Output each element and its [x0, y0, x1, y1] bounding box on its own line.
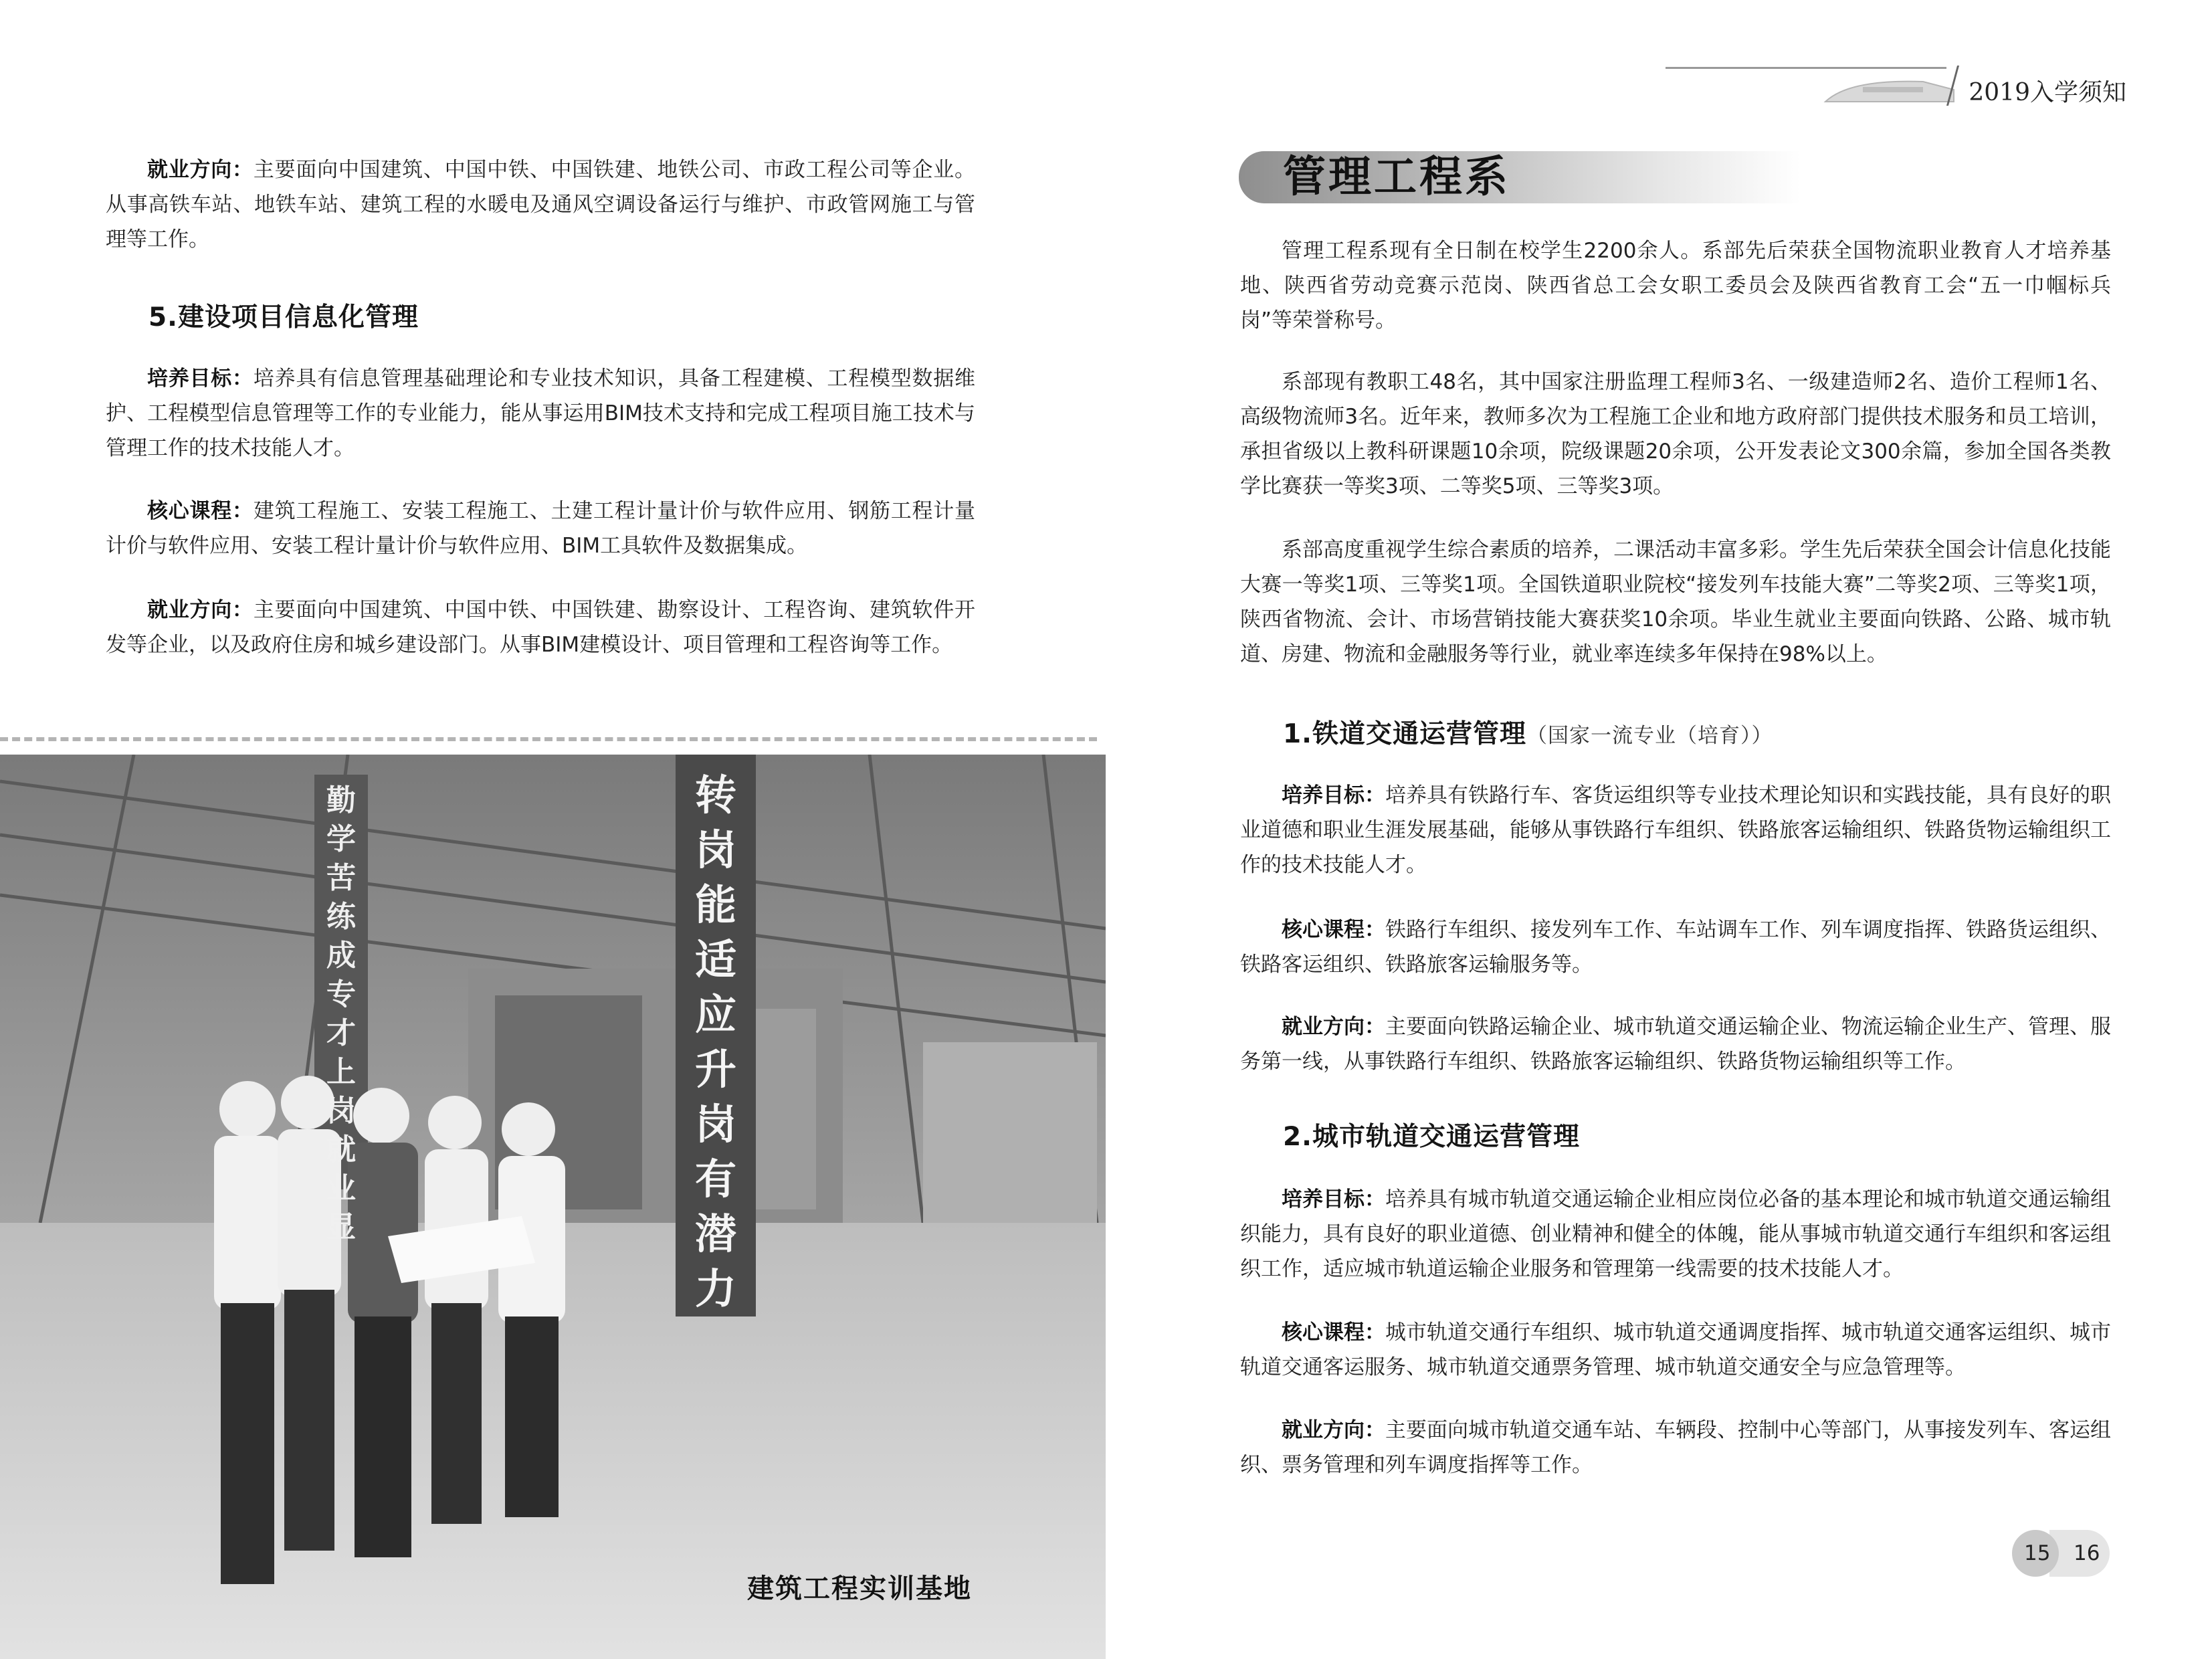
left-employment-paragraph-2: [106, 593, 975, 662]
railway-goal-paragraph: [1240, 778, 2111, 882]
para-lead: 就业方向：: [147, 158, 254, 182]
para-text: 主要面向中国建筑、中国中铁、中国铁建、地铁公司、市政工程公司等企业。从事高铁车站、地铁车站、建筑工程的水暖电及通风空调设备运行与维护、市政管网施工与管理等工作。: [106, 158, 976, 252]
major-heading-urban-rail: 2.城市轨道交通运营管理: [1283, 1122, 1580, 1152]
banner-left-text: 勤学苦练成专才 上岗就业显: [326, 783, 356, 1244]
para-text: 培养具有城市轨道交通运输企业相应岗位必备的基本理论和城市轨道交通运输组织能力，具有良好的职业道德、创业精神和健全的体魄，能从事城市轨道交通行车组织和客运组织工作，适应城市轨道运输企业服务和管理第一线需要的技术技能人才。: [1240, 1187, 2111, 1281]
banner-center-text: 转岗能适应 升岗有潜力: [694, 771, 736, 1313]
header-rule: [1666, 67, 1946, 69]
page-number-badge: [2012, 1530, 2110, 1577]
heading-note: （国家一流专业（培育））: [1526, 724, 1773, 748]
intro-paragraph-3: 系部高度重视学生综合素质的培养，二课活动丰富多彩。学生先后荣获全国会计信息化技能大赛一等奖1项、三等奖1项。全国铁道职业院校“接发列车技能大赛”二等奖2项、三等奖1项，陕西省物流、会计、市场营销技能大赛获奖10余项。毕业生就业主要面向铁路、公路、城市轨道、房建、物流和金融服务等行业，就业率连续多年保持在98%以上。: [1240, 538, 2111, 666]
para-text: 建筑工程施工、安装工程施工、土建工程计量计价与软件应用、钢筋工程计量计价与软件应用、安装工程计量计价与软件应用、BIM工具软件及数据集成。: [106, 499, 976, 558]
para-text: 培养具有铁路行车、客货运组织等专业技术理论知识和实践技能，具有良好的职业道德和职业生涯发展基础，能够从事铁路行车组织、铁路旅客运输组织、铁路货物运输组织工作的技术技能人才。: [1240, 783, 2111, 877]
para-text: 培养具有信息管理基础理论和专业技术知识，具备工程建模、工程模型数据维护、工程模型信息管理等工作的专业能力，能从事运用BIM技术支持和完成工程项目施工技术与管理工作的技术技能人才。: [106, 367, 976, 460]
para-lead: 核心课程：: [1282, 1321, 1385, 1345]
railway-courses-paragraph: [1240, 912, 2111, 982]
railway-employment-paragraph: [1240, 1009, 2111, 1079]
urban-employment-paragraph: [1240, 1413, 2111, 1482]
para-text: 主要面向城市轨道交通车站、车辆段、控制中心等部门，从事接发列车、客运组织、票务管理和列车调度指挥等工作。: [1240, 1418, 2111, 1477]
para-lead: 就业方向：: [147, 598, 254, 622]
photo-caption: 建筑工程实训基地: [747, 1573, 972, 1604]
page-number-right: 16: [2074, 1541, 2100, 1565]
para-text: 主要面向中国建筑、中国中铁、中国铁建、勘察设计、工程咨询、建筑软件开发等企业，以及政府住房和城乡建设部门。从事BIM建模设计、项目管理和工程咨询等工作。: [106, 598, 976, 657]
intro-paragraph-2: 系部现有教职工48名，其中国家注册监理工程师3名、一级建造师2名、造价工程师1名、高级物流师3名。近年来，教师多次为工程施工企业和地方政府部门提供技术服务和员工培训，承担省级以上教科研课题10余项，院级课题20余项，公开发表论文300余篇，参加全国各类教学比赛获一等奖3项、二等奖5项、三等奖3项。: [1240, 370, 2111, 498]
training-base-photo: [0, 755, 1106, 1659]
train-icon: [1823, 75, 1956, 107]
para-lead: 培养目标：: [1282, 1187, 1385, 1211]
urban-courses-paragraph: [1240, 1315, 2111, 1385]
para-lead: 核心课程：: [147, 499, 254, 523]
urban-goal-paragraph: [1240, 1182, 2111, 1286]
section-heading-bim: 5.建设项目信息化管理: [148, 302, 419, 332]
para-lead: 培养目标：: [147, 367, 254, 391]
left-courses-paragraph: [106, 494, 975, 563]
para-lead: 培养目标：: [1282, 783, 1385, 807]
para-lead: 就业方向：: [1282, 1418, 1385, 1442]
department-title: 管理工程系: [1283, 152, 1510, 202]
heading-text: 1.铁道交通运营管理: [1283, 719, 1526, 749]
running-header: 2019入学须知: [1969, 79, 2126, 106]
para-text: 城市轨道交通行车组织、城市轨道交通调度指挥、城市轨道交通客运组织、城市轨道交通客运服务、城市轨道交通票务管理、城市轨道交通安全与应急管理等。: [1240, 1321, 2111, 1379]
para-lead: 核心课程：: [1282, 918, 1385, 942]
photo-illustration: [0, 755, 1106, 1659]
para-text: 铁路行车组织、接发列车工作、车站调车工作、列车调度指挥、铁路货运组织、铁路客运组织、铁路旅客运输服务等。: [1240, 918, 2111, 977]
left-employment-paragraph: [106, 153, 975, 257]
left-goal-paragraph: [106, 361, 975, 466]
para-lead: 就业方向：: [1282, 1015, 1385, 1039]
para-text: 主要面向铁路运输企业、城市轨道交通运输企业、物流运输企业生产、管理、服务第一线，从事铁路行车组织、铁路旅客运输组织、铁路货物运输组织等工作。: [1240, 1015, 2111, 1074]
dashed-divider: [0, 737, 1097, 741]
intro-paragraph-1: 管理工程系现有全日制在校学生2200余人。系部先后荣获全国物流职业教育人才培养基地、陕西省劳动竞赛示范岗、陕西省总工会女职工委员会及陕西省教育工会“五一巾帼标兵岗”等荣誉称号。: [1240, 239, 2111, 332]
major-heading-railway: [1283, 713, 1773, 751]
page-number-left: 15: [2024, 1541, 2051, 1565]
